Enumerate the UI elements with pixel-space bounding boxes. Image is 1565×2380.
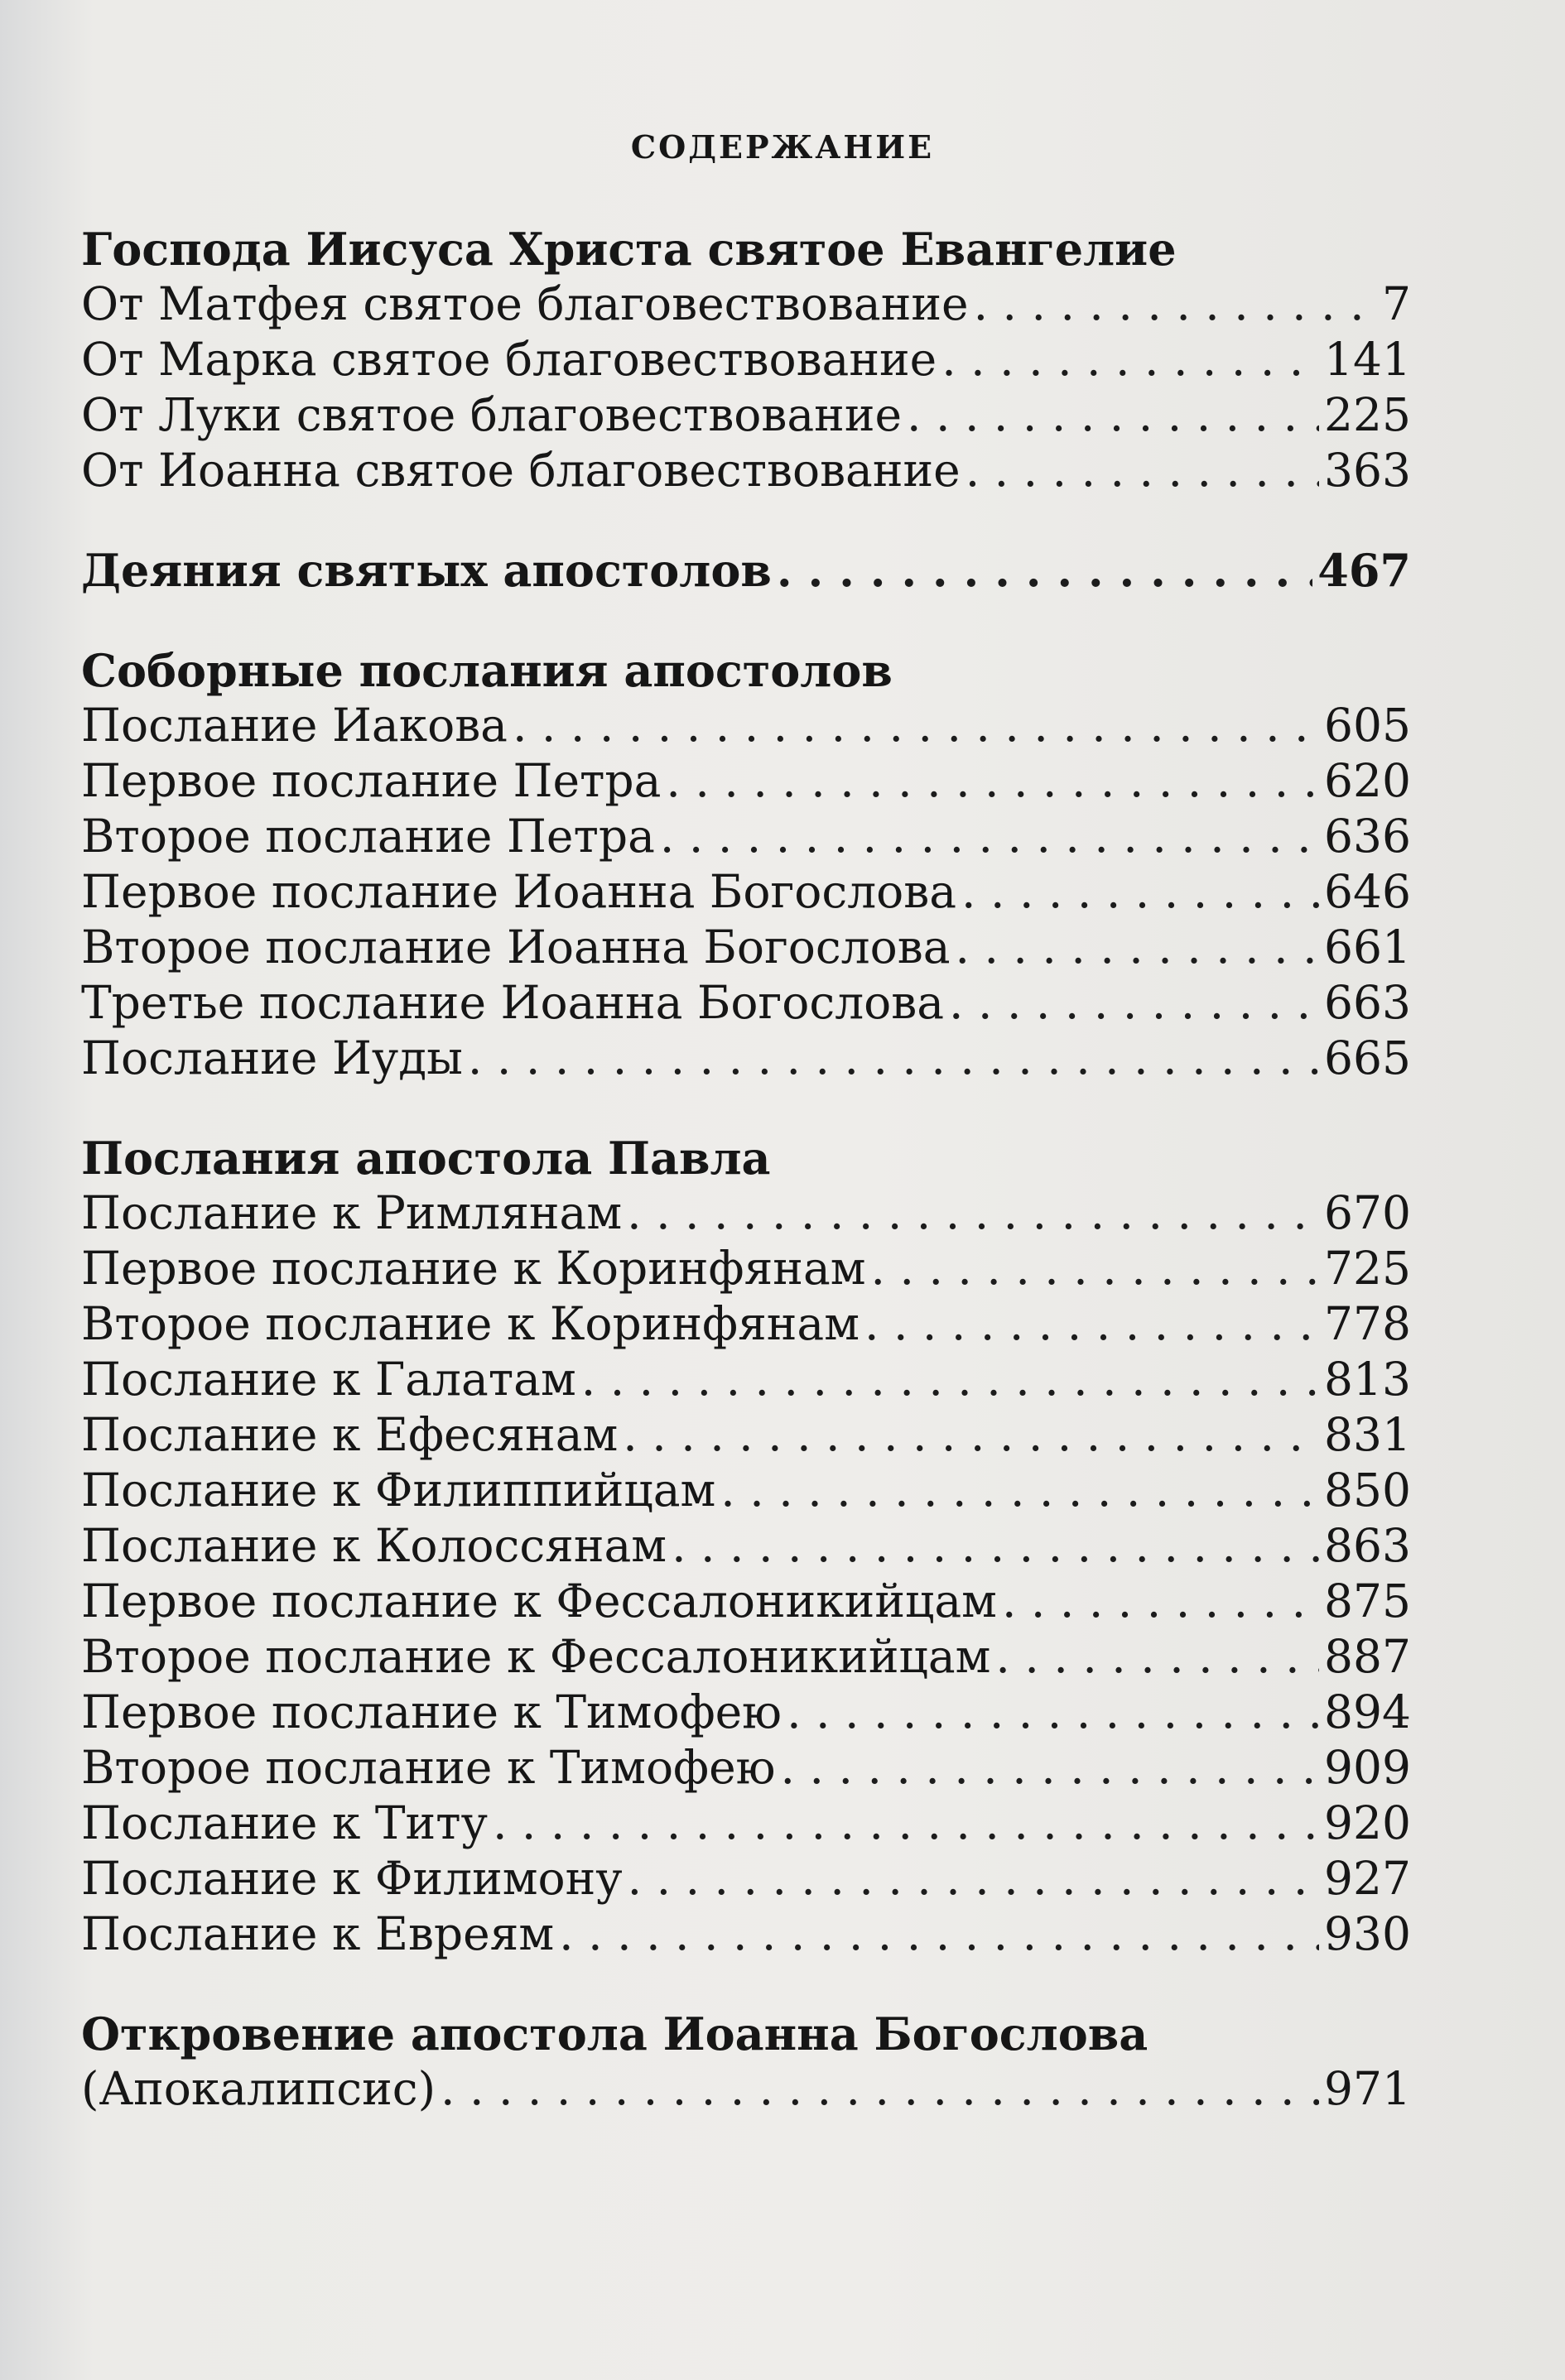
dot-leader xyxy=(777,543,1312,599)
toc-entry[interactable] xyxy=(81,1463,1411,1518)
toc-entry-label: Третье послание Иоанна Богослова xyxy=(81,976,945,1029)
toc-entry-label: Первое послание к Коринфянам xyxy=(81,1242,866,1295)
toc-entry-label: Послание к Филимону xyxy=(81,1852,623,1905)
dot-leader xyxy=(628,1851,1319,1906)
toc-entry-label: От Матфея святое благовествование xyxy=(81,277,969,330)
dot-leader xyxy=(581,1352,1319,1407)
dot-leader xyxy=(941,332,1319,387)
toc-entry[interactable] xyxy=(81,753,1411,809)
toc-entry-label: Второе послание Петра xyxy=(81,810,655,863)
toc-entry-label: От Луки святое благовествование xyxy=(81,388,903,441)
toc-entry-page: 927 xyxy=(1324,1852,1411,1905)
toc-entry-page: 831 xyxy=(1324,1408,1411,1461)
dot-leader xyxy=(864,1296,1319,1352)
toc-entry[interactable] xyxy=(81,1407,1411,1463)
toc-entry[interactable] xyxy=(81,1352,1411,1407)
dot-leader xyxy=(995,1629,1319,1685)
toc-entry[interactable] xyxy=(81,543,1411,599)
toc-section-catholic-epistles xyxy=(81,643,1411,1086)
toc-entry[interactable] xyxy=(81,1031,1411,1086)
dot-leader xyxy=(787,1685,1319,1740)
dot-leader xyxy=(468,1031,1319,1086)
toc-entry-page: 863 xyxy=(1324,1519,1411,1572)
toc-entry-label: Первое послание к Фессалоникийцам xyxy=(81,1575,997,1628)
toc-entry[interactable] xyxy=(81,1296,1411,1352)
toc-entry[interactable] xyxy=(81,1574,1411,1629)
toc-entry-label: Послание к Галатам xyxy=(81,1353,576,1406)
toc-entry-label: Деяния святых апостолов xyxy=(81,544,772,597)
toc-entry-label: Первое послание к Тимофею xyxy=(81,1685,782,1738)
dot-leader xyxy=(627,1185,1319,1241)
dot-leader xyxy=(441,2061,1319,2117)
toc-entry-page: 225 xyxy=(1324,388,1411,441)
toc-entry-page: 636 xyxy=(1324,810,1411,863)
toc-entry-page: 813 xyxy=(1324,1353,1411,1406)
toc-entry[interactable] xyxy=(81,276,1411,332)
toc-entry-page: 363 xyxy=(1324,444,1411,497)
section-title: Откровение апостола Иоанна Богослова xyxy=(81,2007,1148,2060)
toc-entry-page: 646 xyxy=(1324,865,1411,918)
dot-leader xyxy=(513,698,1319,753)
toc-entry-page: 661 xyxy=(1324,921,1411,974)
toc-section-gospels xyxy=(81,222,1411,498)
toc-entry-label: От Иоанна святое благовествование xyxy=(81,444,961,497)
toc-entry-page: 670 xyxy=(1324,1186,1411,1239)
toc-entry-page: 894 xyxy=(1324,1685,1411,1738)
toc-entry[interactable] xyxy=(81,920,1411,975)
toc-entry-page: 663 xyxy=(1324,976,1411,1029)
dot-leader xyxy=(720,1463,1319,1518)
dot-leader xyxy=(660,809,1319,864)
toc-entry-page: 887 xyxy=(1324,1630,1411,1683)
toc-entry-label: Послание к Римлянам xyxy=(81,1186,623,1239)
toc-entry[interactable] xyxy=(81,443,1411,498)
toc-entry-page: 850 xyxy=(1324,1464,1411,1517)
toc-entry-label: Первое послание Петра xyxy=(81,754,662,807)
dot-leader xyxy=(666,753,1319,809)
toc-entry-label: (Апокалипсис) xyxy=(81,2062,436,2115)
toc-entry-label: Послание к Ефесянам xyxy=(81,1408,619,1461)
dot-leader xyxy=(559,1906,1319,1962)
toc-entry-page: 875 xyxy=(1324,1575,1411,1628)
dot-leader xyxy=(623,1407,1319,1463)
toc-entry-label: Послание к Евреям xyxy=(81,1907,555,1960)
toc-entry-label: Второе послание к Фессалоникийцам xyxy=(81,1630,991,1683)
dot-leader xyxy=(493,1796,1319,1851)
toc-entry-label: Первое послание Иоанна Богослова xyxy=(81,865,957,918)
toc-entry-label: Послание к Колоссянам xyxy=(81,1519,667,1572)
toc-entry[interactable] xyxy=(81,1906,1411,1962)
toc-entry-page: 920 xyxy=(1324,1796,1411,1849)
toc-section-pauline-epistles xyxy=(81,1131,1411,1962)
section-title: Послания апостола Павла xyxy=(81,1132,771,1185)
toc-entry[interactable] xyxy=(81,1796,1411,1851)
section-title: Господа Иисуса Христа святое Евангелие xyxy=(81,223,1177,276)
toc-entry[interactable] xyxy=(81,809,1411,864)
toc-section-acts xyxy=(81,543,1411,599)
table-of-contents xyxy=(81,222,1411,2161)
toc-entry-label: От Марка святое благовествование xyxy=(81,333,937,386)
toc-entry[interactable] xyxy=(81,1185,1411,1241)
toc-entry-label: Послание к Титу xyxy=(81,1796,488,1849)
section-title: Соборные послания апостолов xyxy=(81,644,893,697)
toc-entry-page: 605 xyxy=(1324,699,1411,752)
toc-entry[interactable] xyxy=(81,332,1411,387)
dot-leader xyxy=(949,975,1319,1031)
toc-entry[interactable] xyxy=(81,387,1411,443)
page-title: содержание xyxy=(630,116,935,169)
toc-entry-page: 467 xyxy=(1317,544,1411,597)
toc-entry[interactable] xyxy=(81,1241,1411,1296)
toc-entry-page: 7 xyxy=(1382,277,1411,330)
toc-section-revelation xyxy=(81,2007,1411,2117)
toc-entry-label: Второе послание Иоанна Богослова xyxy=(81,921,951,974)
dot-leader xyxy=(907,387,1319,443)
toc-entry[interactable] xyxy=(81,1518,1411,1574)
toc-entry[interactable] xyxy=(81,1629,1411,1685)
toc-entry-page: 725 xyxy=(1324,1242,1411,1295)
toc-entry-label: Послание Иуды xyxy=(81,1031,463,1084)
toc-entry-page: 620 xyxy=(1324,754,1411,807)
toc-entry-page: 141 xyxy=(1324,333,1411,386)
toc-entry[interactable] xyxy=(81,2061,1411,2117)
toc-entry[interactable] xyxy=(81,1740,1411,1796)
toc-entry-page: 971 xyxy=(1324,2062,1411,2115)
toc-entry[interactable] xyxy=(81,864,1411,920)
dot-leader xyxy=(781,1740,1319,1796)
toc-entry[interactable] xyxy=(81,1685,1411,1740)
toc-entry-page: 909 xyxy=(1324,1741,1411,1794)
toc-entry-label: Послание к Филиппийцам xyxy=(81,1464,716,1517)
dot-leader xyxy=(974,276,1377,332)
dot-leader xyxy=(965,443,1319,498)
dot-leader xyxy=(961,864,1319,920)
toc-entry-page: 665 xyxy=(1324,1031,1411,1084)
toc-entry-page: 778 xyxy=(1324,1297,1411,1350)
toc-entry-label: Послание Иакова xyxy=(81,699,508,752)
toc-entry-label: Второе послание к Коринфянам xyxy=(81,1297,860,1350)
toc-entry-label: Второе послание к Тимофею xyxy=(81,1741,776,1794)
toc-entry[interactable] xyxy=(81,698,1411,753)
dot-leader xyxy=(956,920,1320,975)
dot-leader xyxy=(1002,1574,1319,1629)
toc-entry-page: 930 xyxy=(1324,1907,1411,1960)
toc-entry[interactable] xyxy=(81,975,1411,1031)
dot-leader xyxy=(672,1518,1319,1574)
toc-entry[interactable] xyxy=(81,1851,1411,1906)
dot-leader xyxy=(871,1241,1320,1296)
